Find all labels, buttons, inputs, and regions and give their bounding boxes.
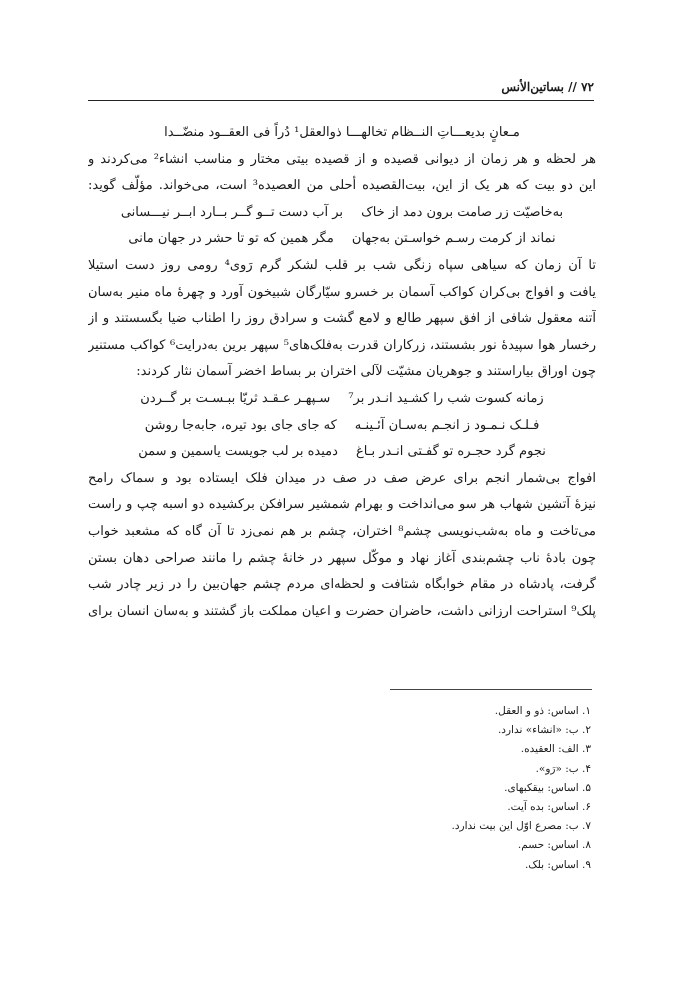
footnote-item: ۹. اساس: بلک. (524, 858, 591, 871)
prose-line: تا آن زمان که سیاهی سپاه زنگی شب بر قلب لشکر گرم رَوی⁴ رومی روز دست استیلا (88, 257, 596, 273)
header-rule (88, 100, 594, 101)
hemistich-first: فـلـک نـمـود ز انجـم به‌سـان آئـینـه (354, 417, 540, 433)
prose-line: یافت و افواج بی‌کران کواکب آسمان بر خسرو سیّارگان شبیخون آورد و چهرهٔ ماه منیر به‌سان (88, 284, 596, 300)
arabic-verse-line: مـعانٍ بدیعـــاتِ النــظام تخالهـــا ذوالعقل¹ دُراً فی العقــود منضّــدا (164, 125, 520, 140)
footnote-separator (390, 689, 592, 690)
prose-line: نیزهٔ آتشین شهاب هر سو می‌انداخت و بهرام شمشیر سرافکن برکشیده دو اسبه چپ و راست (88, 497, 596, 513)
running-head: ۷۲ // بساتین‌الأنس (501, 80, 594, 94)
verse-line (88, 413, 596, 440)
verse-line (88, 226, 596, 253)
prose-line: پلک⁹ استراحت ارزانی داشت، حاضران حضرت و اعیان مملکت باز گشتند و به‌سان انسان برای (88, 603, 596, 619)
footnote-item: ۲. ب: «انشاء» ندارد. (497, 724, 591, 737)
prose-line: این دو بیت که هر یک از این، بیت‌القصیده أحلی من العصیده³ است، می‌خواند. مؤلّف گوید: (88, 178, 596, 194)
footnote-item: ۸. اساس: حسم. (517, 839, 591, 852)
prose-line: افواج بی‌شمار انجم برای عرض صف در صف در میدان فلک ایستاده بود و سماک رامح (88, 470, 596, 486)
verse-line (88, 200, 596, 227)
hemistich-first: زمانه کسوت شب را کشـید انـدر بر⁷ (348, 390, 544, 406)
prose-line: گرفت، پادشاه در مقام خوابگاه شتافت و لحظه‌ای مردم چشم جهان‌بین را در زیر چادر شب (88, 577, 596, 593)
footnotes (191, 702, 591, 875)
footnote-item: ۷. ب: مصرع اوّل این بیت ندارد. (451, 820, 591, 833)
prose-line: رخسار هوا سپیدهٔ نور بشستند، زرکاران قدرت به‌فلک‌های⁵ سپهر برین به‌درایت⁶ کواکب مستنیر (88, 337, 596, 353)
hemistich-second: مگر همین که تو تا حشر در جهان مانی (128, 231, 334, 247)
footnote-item: ۶. اساس: بده آیت. (507, 801, 591, 814)
verse-line (88, 439, 596, 466)
body-text (88, 120, 596, 625)
hemistich-first: نماند از کرمت رسـم خواسـتن به‌جهان (351, 231, 556, 247)
footnote-item: ۱. اساس: ذو و العقل. (494, 705, 591, 717)
hemistich-first: نجوم گرد حجـره تو گفـتی انـدر بـاغ (355, 444, 546, 460)
prose-line: می‌تاخت و ماه به‌شب‌نویسی چشم⁸ اختران، چشم بر هم نمی‌زد تا آن گاه که مشعبد خواب (88, 523, 596, 539)
hemistich-second: بر آب دست تــو گــر بــارد ابــر نیـــسانی (120, 204, 344, 220)
hemistich-first: به‌خاصیّت زر صامت برون دمد از خاک (361, 204, 564, 220)
prose-line: چون بادهٔ ناب چشم‌بندی آغاز نهاد و موکّل سپهر در خانهٔ چشم را مانند صراحی دهان بستن (88, 550, 596, 566)
hemistich-second: سـپهـر عـقـد ثریّا ببـسـت بر گــردن (140, 390, 331, 406)
prose-line: هر لحظه و هر زمان از دیوانی قصیده و از قصیده بیتی مختار و مناسب انشاء² می‌کردند و (88, 151, 596, 167)
prose-line: آتنه معقول شافی از افق سپهر طالع و لامع گشت و سرادق روز را اطناب ضیا بگسستند و از (88, 311, 596, 327)
footnote-item: ۵. اساس: بیقکبهای. (504, 781, 591, 794)
footnote-item: ۳. الف: العقیده. (520, 743, 591, 756)
prose-line: چون اوراق بیاراستند و جوهریان مشیّت لآلی اختران بر بساط اخضر آسمان نثار کردند: (136, 364, 596, 380)
hemistich-second: دمیده بر لب جویست یاسمین و سمن (138, 444, 338, 460)
verse-line (88, 386, 596, 413)
footnote-item: ۴. ب: «رَو». (535, 762, 591, 775)
hemistich-second: که جای جای بود تیره، جابه‌جا روشن (144, 417, 337, 433)
